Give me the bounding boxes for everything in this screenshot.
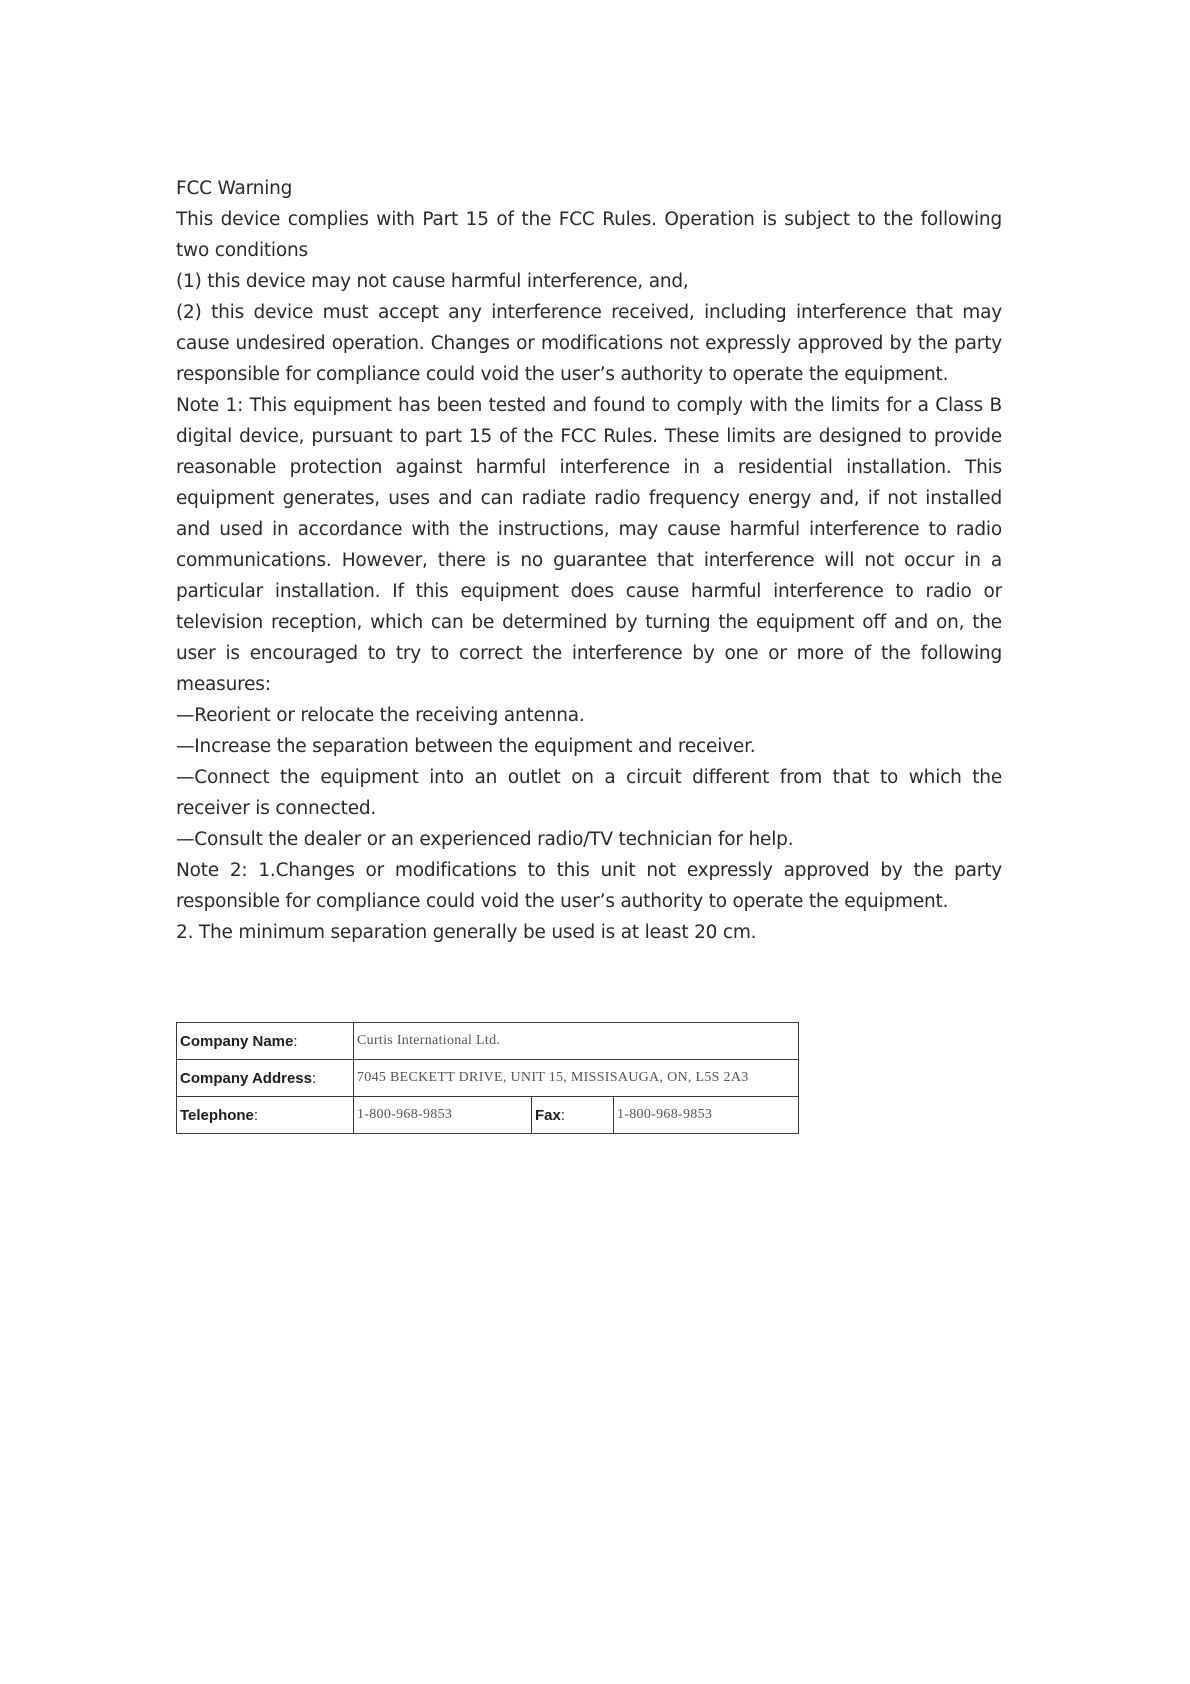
company-name-label-cell [177, 1023, 354, 1060]
document-title: FCC Warning [176, 178, 293, 199]
fax-value: 1-800-968-9853 [614, 1097, 799, 1134]
measure-connect-outlet: —Connect the equipment into an outlet on a circuit different from that to which the receiver is connected. [176, 767, 1002, 819]
company-info-table [176, 1022, 799, 1134]
telephone-value: 1-800-968-9853 [354, 1097, 532, 1134]
fax-label-cell [532, 1097, 614, 1134]
paragraph-condition-1: (1) this device may not cause harmful interference, and, [176, 271, 689, 292]
company-address-label-cell [177, 1060, 354, 1097]
paragraph-min-separation: 2. The minimum separation generally be used is at least 20 cm. [176, 922, 757, 943]
measure-increase-separation: —Increase the separation between the equipment and receiver. [176, 736, 756, 757]
label-colon: : [560, 1106, 566, 1124]
table-row [177, 1023, 799, 1060]
telephone-label: Telephone [180, 1106, 254, 1124]
company-address-value: 7045 BECKETT DRIVE, UNIT 15, MISSISAUGA, ON, L5S 2A3 [354, 1060, 799, 1097]
company-name-label: Company Name [180, 1032, 294, 1050]
paragraph-note-2: Note 2: 1.Changes or modifications to this unit not expressly approved by the party responsible for compliance could void the user’s authority to operate the equipment. [176, 860, 1002, 912]
measure-reorient: —Reorient or relocate the receiving antenna. [176, 705, 585, 726]
paragraph-compliance: This device complies with Part 15 of the FCC Rules. Operation is subject to the following two conditions [176, 209, 1002, 261]
telephone-label-cell [177, 1097, 354, 1134]
company-name-value: Curtis International Ltd. [354, 1023, 799, 1060]
label-colon: : [293, 1032, 298, 1050]
table-row [177, 1060, 799, 1097]
company-address-label: Company Address [180, 1069, 312, 1087]
fax-label: Fax [535, 1106, 561, 1124]
label-colon: : [311, 1069, 317, 1087]
paragraph-condition-2: (2) this device must accept any interference received, including interference that may cause undesired operation. Changes or modifications not expressly approved by the party responsible for compliance could void the user’s authority to operate the equipment. [176, 302, 1002, 385]
label-colon: : [253, 1106, 259, 1124]
fcc-warning-text [176, 173, 1002, 948]
table-row [177, 1097, 799, 1134]
paragraph-note-1: Note 1: This equipment has been tested and found to comply with the limits for a Class B digital device, pursuant to part 15 of the FCC Rules. These limits are designed to provide reasonable protection against harmful interference in a residential installation. This equipment generates, uses and can radiate radio frequency energy and, if not installed and used in accordance with the instructions, may cause harmful interference to radio communications. However, there is no guarantee that interference will not occur in a particular installation. If this equipment does cause harmful interference to radio or television reception, which can be determined by turning the equipment off and on, the user is encouraged to try to correct the interference by one or more of the following measures: [176, 395, 1002, 695]
measure-consult-dealer: —Consult the dealer or an experienced radio/TV technician for help. [176, 829, 794, 850]
